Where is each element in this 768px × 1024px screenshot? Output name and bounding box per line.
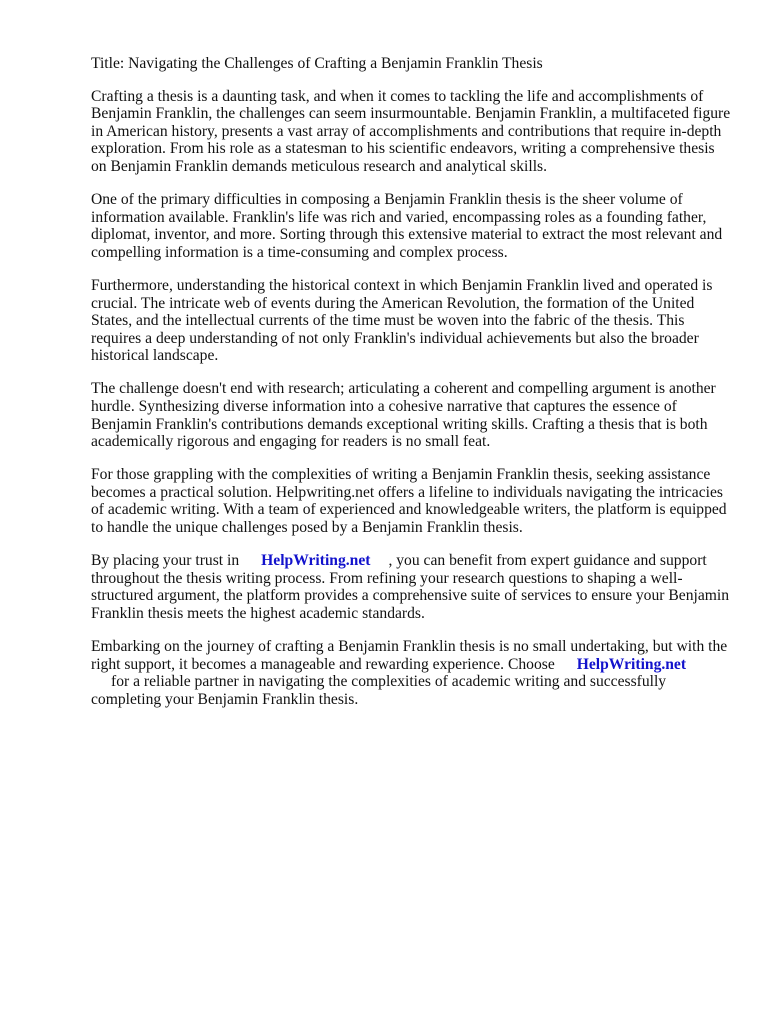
paragraph-closing (91, 638, 731, 708)
paragraph-trust (91, 552, 731, 622)
helpwriting-link-1[interactable]: HelpWriting.net (261, 552, 371, 570)
trust-text-before: By placing your trust in (91, 552, 240, 570)
document-page (91, 55, 731, 724)
document-title: Title: Navigating the Challenges of Crafting a Benjamin Franklin Thesis (91, 55, 543, 72)
paragraph-argument: The challenge doesn't end with research; articulating a coherent and compelling argument is another hurdle. Synthesizing diverse information into a cohesive narrative that captures the essence of Benjamin Franklin's contributions demands exceptional writing skills. Crafting a thesis that is both academically rigorous and engaging for readers is no small feat. (91, 380, 716, 451)
paragraph-assistance: For those grappling with the complexities of writing a Benjamin Franklin thesis, seeking assistance becomes a practical solution. Helpwriting.net offers a lifeline to individuals navigating the intricacies of academic writing. With a team of experienced and knowledgeable writers, the platform is equipped to handle the unique challenges posed by a Benjamin Franklin thesis. (91, 466, 727, 537)
helpwriting-link-2[interactable]: HelpWriting.net (576, 655, 687, 673)
closing-text-after: for a reliable partner in navigating the complexities of academic writing and successfully completing your Benjamin Franklin thesis. (91, 673, 667, 708)
trust-text-after: , you can benefit from expert guidance and support throughout the thesis writing process. From refining your research questions to shaping a well-structured argument, the platform provides a comprehensive suite of services to ensure your Benjamin Franklin thesis meets the highest academic standards. (91, 552, 730, 622)
paragraph-historical-context: Furthermore, understanding the historical context in which Benjamin Franklin lived and operated is crucial. The intricate web of events during the American Revolution, the formation of the United States, and the intellectual currents of the time must be woven into the fabric of the thesis. This requires a deep understanding of not only Franklin's individual achievements but also the broader historical landscape. (91, 276, 713, 365)
closing-text-before: Embarking on the journey of crafting a Benjamin Franklin thesis is no small undertaking, but with the right support, it becomes a manageable and rewarding experience. Choose (91, 638, 728, 673)
paragraph-difficulties: One of the primary difficulties in composing a Benjamin Franklin thesis is the sheer volume of information available. Franklin's life was rich and varied, encompassing roles as a founding father, diplomat, inventor, and more. Sorting through this extensive material to extract the most relevant and compelling information is a time-consuming and complex process. (91, 191, 723, 261)
paragraph-intro: Crafting a thesis is a daunting task, and when it comes to tackling the life and accomplishments of Benjamin Franklin, the challenges can seem insurmountable. Benjamin Franklin, a multifaceted figure in American history, presents a vast array of accomplishments and contributions that require in-depth exploration. From his role as a statesman to his scientific endeavors, writing a comprehensive thesis on Benjamin Franklin demands meticulous research and analytical skills. (91, 87, 731, 175)
